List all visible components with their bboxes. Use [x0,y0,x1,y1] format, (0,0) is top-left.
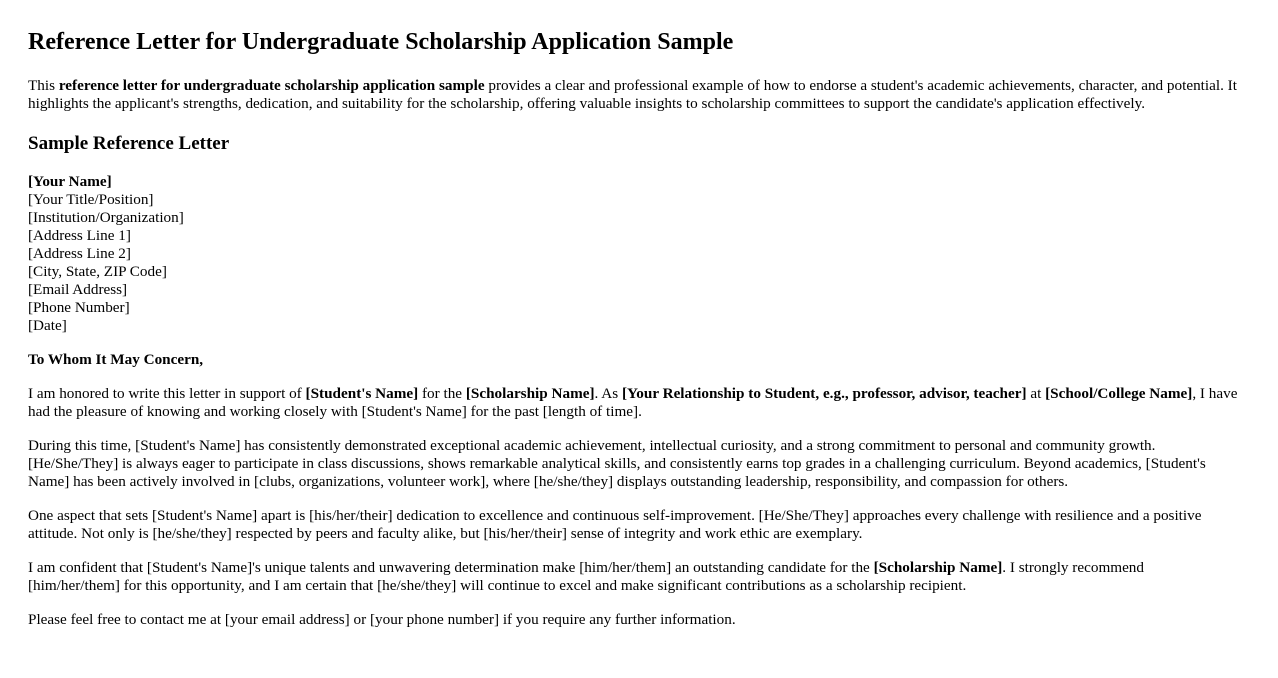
p4-text-1: I am confident that [Student's Name]'s unique talents and unwavering determination make [him/her/them] an outstanding candidate for the [28,559,874,576]
sender-city-state-zip: [City, State, ZIP Code] [28,263,167,280]
p1-text-3: . As [594,385,622,402]
intro-paragraph [28,77,1238,113]
body-paragraph-1 [28,385,1238,421]
p1-relationship: [Your Relationship to Student, e.g., professor, advisor, teacher] [621,385,1027,402]
p1-text-5: , I have had the pleasure of knowing and working closely with [Student's Name] for the past [length of time]. [28,385,1238,420]
intro-suffix: provides a clear and professional example of how to endorse a student's academic achievements, character, and potential. It highlights the applicant's strengths, dedication, and suitability for the scholarship, offering valuable insights to scholarship committees to support the candidate's application effectively. [28,77,1237,112]
p1-text-2: for the [418,385,466,402]
page-title: Reference Letter for Undergraduate Scholarship Application Sample [28,29,734,55]
p1-scholarship-name: [Scholarship Name] [465,385,595,402]
p1-student-name: [Student's Name] [305,385,419,402]
p1-text-4: at [1026,385,1046,402]
intro-prefix: This [28,77,59,94]
sender-address-line-1: [Address Line 1] [28,227,131,244]
sender-phone: [Phone Number] [28,299,130,316]
body-paragraph-2: During this time, [Student's Name] has consistently demonstrated exceptional academic achievement, intellectual curiosity, and a strong commitment to personal and community growth. [He/She/They] is always eager to participate in class discussions, shows remarkable analytical skills, and consistently earns top grades in a challenging curriculum. Beyond academics, [Student's Name] has been actively involved in [clubs, organizations, volunteer work], where [he/she/they] displays outstanding leadership, responsibility, and compassion for others. [28,437,1206,490]
sender-address-line-2: [Address Line 2] [28,245,131,262]
salutation: To Whom It May Concern, [28,351,204,368]
body-paragraph-3: One aspect that sets [Student's Name] apart is [his/her/their] dedication to excellence and continuous self-improvement. [He/She/They] approaches every challenge with resilience and a positive attitude. Not only is [he/she/they] respected by peers and faculty alike, but [his/her/their] sense of integrity and work ethic are exemplary. [28,507,1202,542]
sender-address-block [28,173,1238,335]
sender-name: [Your Name] [28,173,112,190]
sender-institution: [Institution/Organization] [28,209,184,226]
letter-date: [Date] [28,317,67,334]
p4-scholarship-name: [Scholarship Name] [873,559,1003,576]
document-page [0,28,1266,629]
p4-text-2: . I strongly recommend [him/her/them] for this opportunity, and I am certain that [he/she/they] will continue to excel and make significant contributions as a scholarship recipient. [28,559,1144,594]
body-paragraph-4 [28,559,1238,595]
sender-email: [Email Address] [28,281,128,298]
p1-text-1: I am honored to write this letter in support of [28,385,306,402]
sender-title: [Your Title/Position] [28,191,154,208]
p1-school-name: [School/College Name] [1045,385,1193,402]
section-heading: Sample Reference Letter [28,133,230,154]
body-paragraph-5: Please feel free to contact me at [your email address] or [your phone number] if you require any further information. [28,611,736,628]
intro-bold-phrase: reference letter for undergraduate scholarship application sample [58,77,485,94]
